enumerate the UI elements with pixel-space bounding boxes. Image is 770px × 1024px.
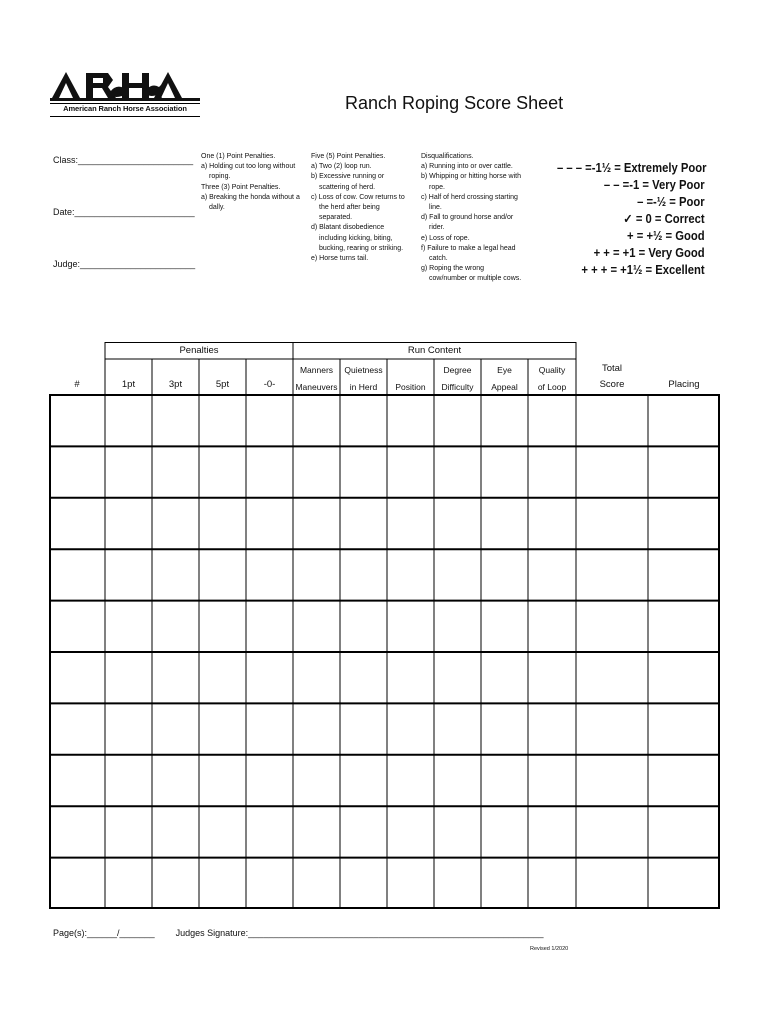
penalties-group-header: Penalties (179, 345, 219, 356)
col-header-in-herd: in Herd (349, 382, 378, 392)
five-point-penalties: Five (5) Point Penalties. a) Two (2) loop run. b) Excessive running or scattering of herd. c) Loss of cow. Cow returns to the herd after being separated. d) Blatant disobedience including kicking, biting, bucking, rearing or striking. e) Horse turns tail. (311, 153, 405, 263)
logo-subtitle: American Ranch Horse Association (50, 103, 200, 117)
col-header-5pt: 5pt (215, 379, 230, 390)
judges-signature-field: Judges Signature:___________________________________________________________ (175, 928, 544, 938)
pages-field: Page(s):______/_______ (53, 928, 155, 938)
scale-excellent: + + + = +1½ = Excellent (581, 263, 705, 277)
score-table (49, 342, 720, 909)
col-header-manners: Manners (299, 365, 334, 375)
scale-extremely-poor: – – – =-1½ = Extremely Poor (557, 161, 707, 175)
col-header-quietness: Quietness (344, 365, 383, 375)
scale-good: + = +½ = Good (627, 229, 705, 243)
scale-very-poor: – – =-1 = Very Poor (603, 178, 705, 192)
run-content-group-header: Run Content (407, 345, 462, 356)
col-header-score: Score (599, 379, 625, 390)
footer-fields (53, 928, 544, 938)
col-header-total: Total (601, 363, 623, 374)
col-header-eye: Eye (497, 365, 512, 375)
scale-correct: ✓ = 0 = Correct (623, 212, 705, 226)
scoring-scale (540, 160, 710, 279)
col-header-maneuvers: Maneuvers (295, 382, 338, 392)
col-header-3pt: 3pt (168, 379, 183, 390)
col-header-quality: Quality (538, 365, 566, 375)
disqualifications: Disqualifications. a) Running into or over cattle. b) Whipping or hitting horse with rope. c) Half of herd crossing starting line. d) Fall to ground horse and/or rider. e) Loss of rope. f) Failure to make a legal head catch. g) Roping the wrong cow/number or multiple cows. (421, 153, 522, 283)
col-header-position: Position (395, 382, 426, 392)
col-header-0: -0- (263, 379, 276, 390)
col-header-number: # (74, 379, 80, 390)
one-three-point-penalties: One (1) Point Penalties. a) Holding cut too long without roping. Three (3) Point Penalties. a) Breaking the honda without a dally. (201, 153, 300, 212)
date-field: Date:________________________ (53, 207, 195, 217)
col-header-appeal: Appeal (491, 382, 518, 392)
col-header-1pt: 1pt (121, 379, 136, 390)
scale-poor: – =-½ = Poor (637, 195, 705, 209)
page-title: Ranch Roping Score Sheet (345, 93, 564, 113)
score-grid-lines (49, 342, 720, 909)
scale-very-good: + + = +1 = Very Good (593, 246, 705, 260)
col-header-degree: Degree (443, 365, 472, 375)
judge-field: Judge:_______________________ (53, 259, 196, 269)
col-header-placing: Placing (668, 379, 700, 390)
col-header-of-loop: of Loop (537, 382, 567, 392)
col-header-difficulty: Difficulty (441, 382, 474, 392)
class-field: Class:_______________________ (53, 155, 194, 165)
revised-date: Revised 1/2020 (530, 946, 569, 952)
